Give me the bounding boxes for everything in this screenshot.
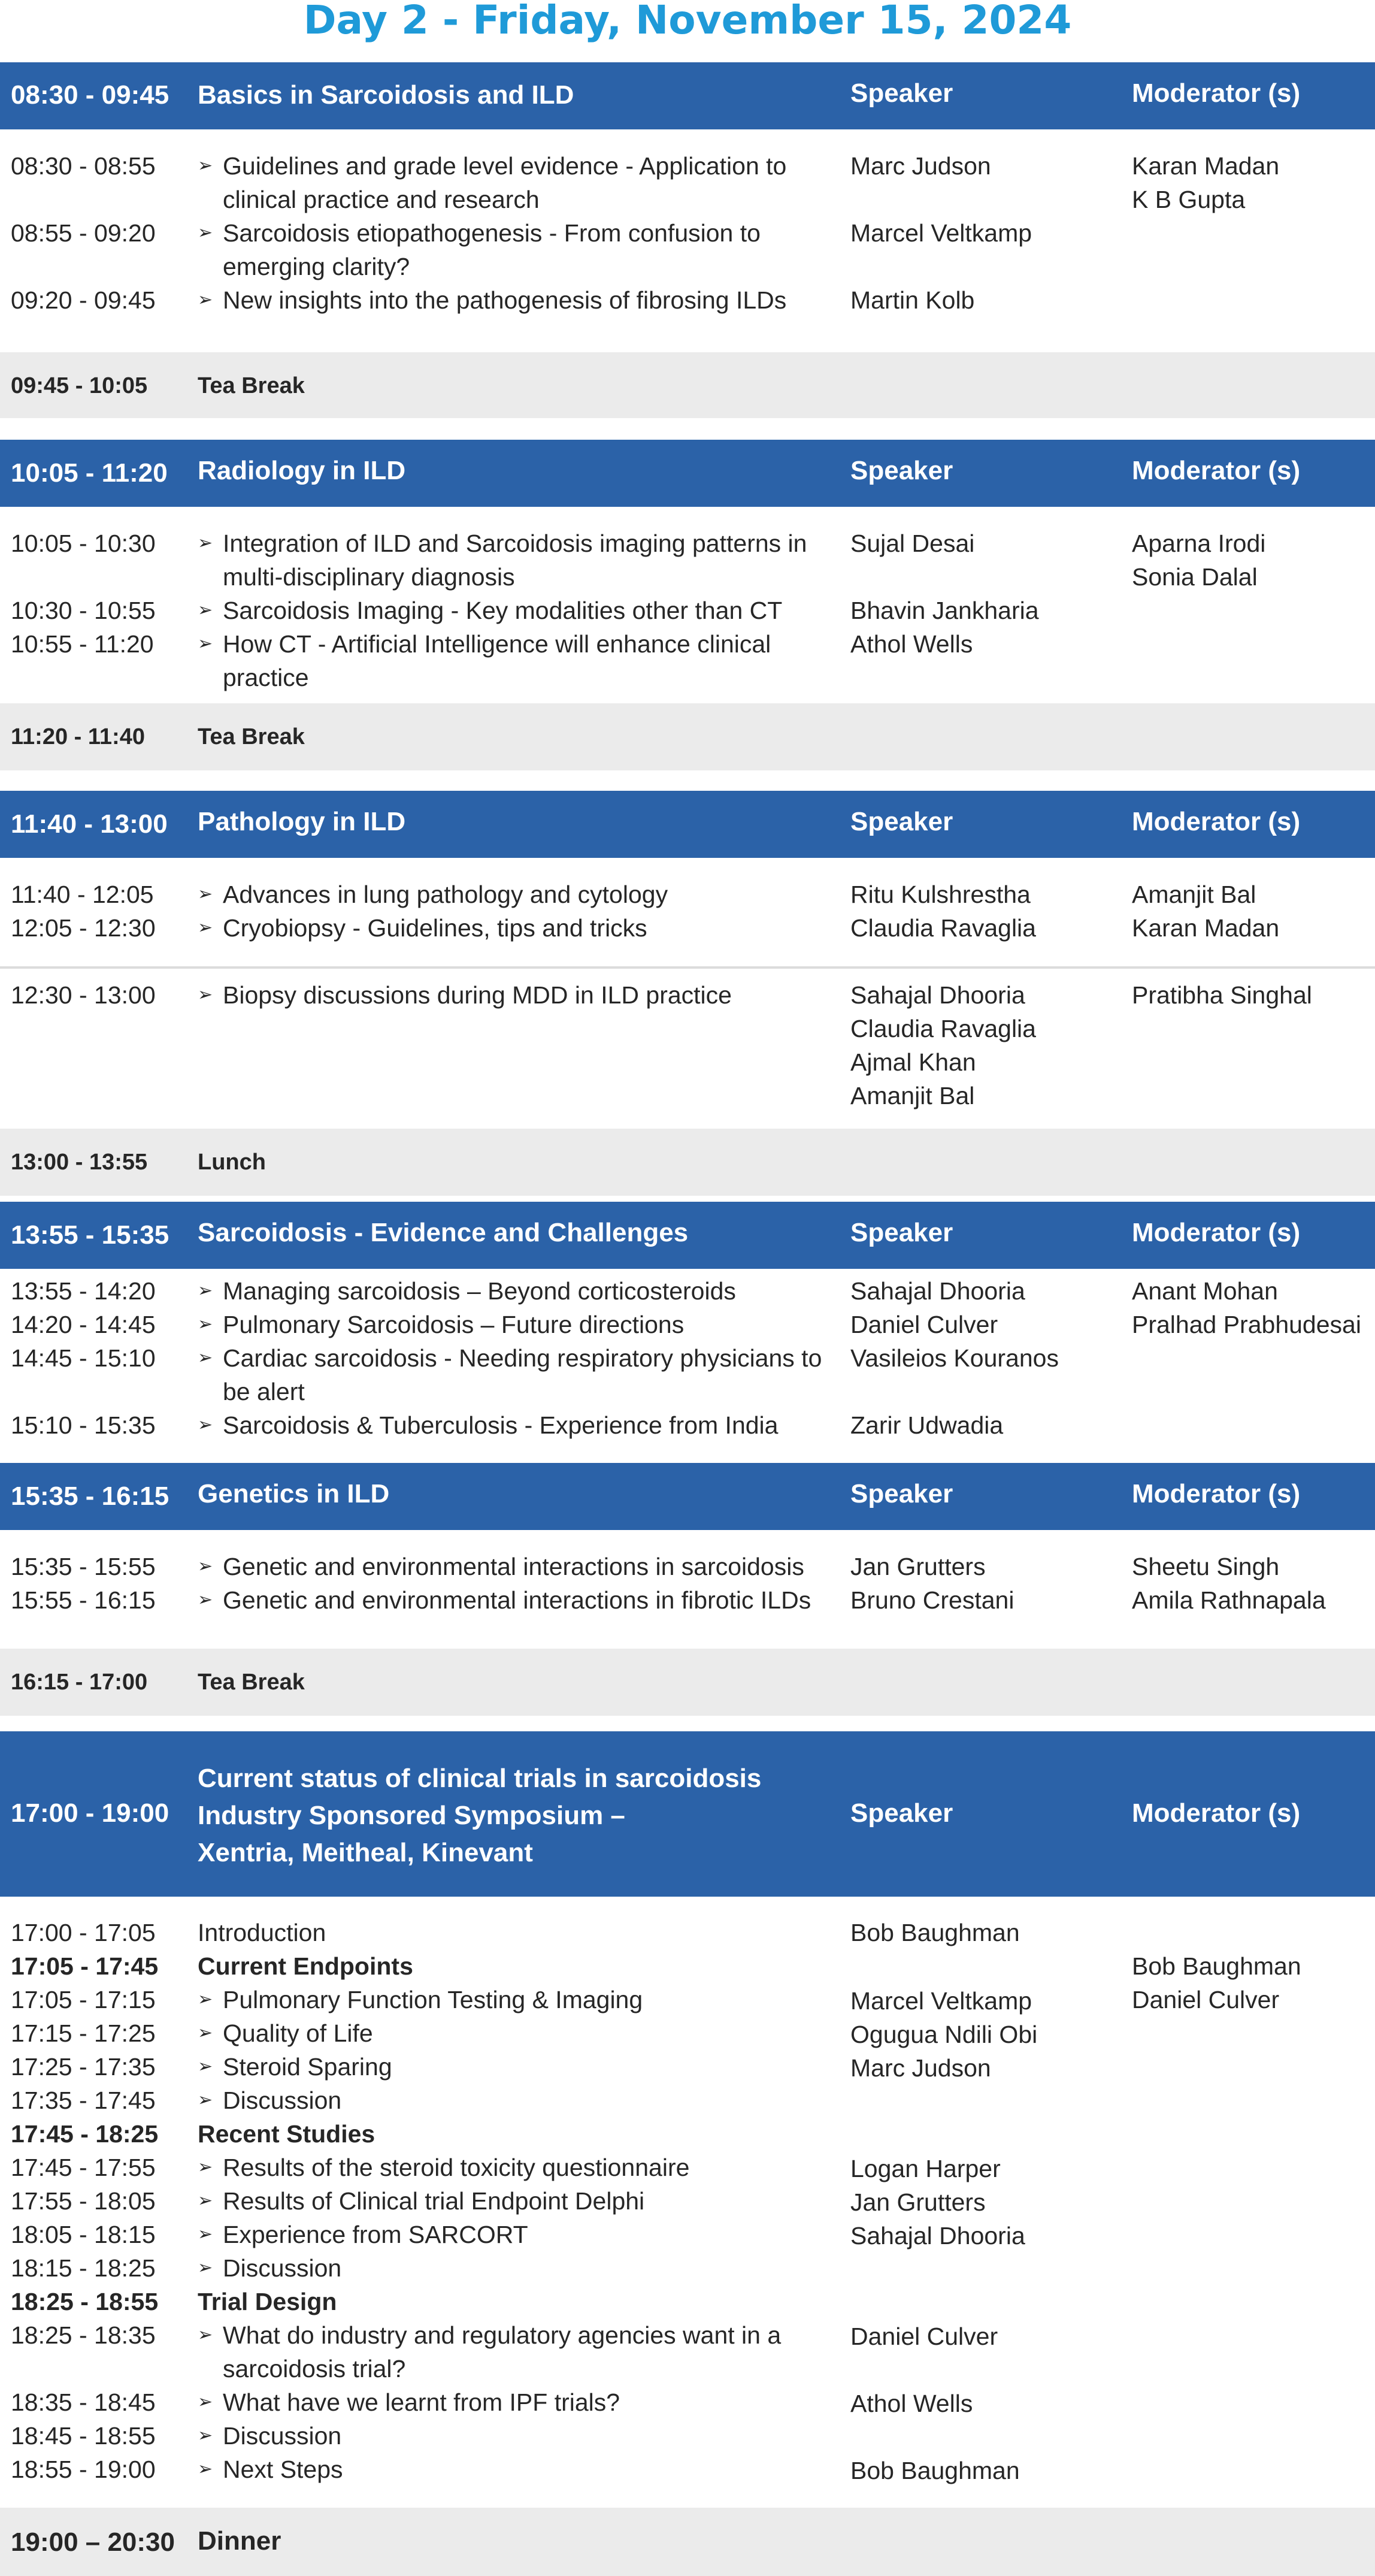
arrow-bullet-icon: ➢ (198, 1590, 213, 1610)
slot-topic: Discussion (223, 2254, 342, 2282)
session-title: Basics in Sarcoidosis and ILD (198, 80, 574, 110)
arrow-bullet-icon: ➢ (198, 2090, 213, 2110)
slot-speaker: Sahajal Dhooria (850, 1277, 1025, 1305)
arrow-bullet-icon: ➢ (198, 1281, 213, 1301)
slot-topic: Pulmonary Sarcoidosis – Future directions (223, 1311, 685, 1338)
slot-speaker: Sujal Desai (850, 530, 975, 557)
slot-topic: Sarcoidosis etiopathogenesis - From confusion to (223, 219, 761, 247)
arrow-bullet-icon: ➢ (198, 2392, 213, 2412)
subsection-title: Trial Design (198, 2288, 337, 2315)
moderator-name: Daniel Culver (1132, 1986, 1280, 2013)
speaker-column-header: Speaker (850, 1479, 953, 1508)
slot-speaker: Claudia Ravaglia (850, 914, 1036, 942)
slot-topic: Next Steps (223, 2456, 343, 2483)
arrow-bullet-icon: ➢ (198, 2157, 213, 2177)
break-time: 16:15 - 17:00 (11, 1670, 148, 1695)
speaker-column-header: Speaker (850, 78, 953, 108)
slot-time: 10:55 - 11:20 (11, 630, 154, 658)
page-title: Day 2 - Friday, November 15, 2024 (303, 0, 1072, 43)
session-header (0, 1463, 1375, 1530)
moderator-name: Karan Madan (1132, 914, 1280, 942)
arrow-bullet-icon: ➢ (198, 2224, 213, 2244)
slot-speaker: Jan Grutters (850, 1553, 986, 1580)
slot-time: 14:20 - 14:45 (11, 1311, 156, 1338)
break-row (0, 1129, 1375, 1196)
slot-speaker: Marc Judson (850, 152, 991, 180)
break-row (0, 703, 1375, 770)
slot-topic-cont: be alert (223, 1378, 305, 1405)
arrow-bullet-icon: ➢ (198, 2426, 213, 2445)
subsection-time: 18:25 - 18:55 (11, 2288, 159, 2315)
slot-time: 17:25 - 17:35 (11, 2053, 156, 2081)
slot-speaker: Sahajal Dhooria (850, 2222, 1025, 2250)
speaker-column-header: Speaker (850, 1798, 953, 1828)
slot-time: 18:15 - 18:25 (11, 2254, 156, 2282)
slot-topic: Integration of ILD and Sarcoidosis imaging patterns in (223, 530, 807, 557)
slot-topic: Pulmonary Function Testing & Imaging (223, 1986, 643, 2013)
moderator-name: Sheetu Singh (1132, 1553, 1280, 1580)
session-header (0, 1202, 1375, 1269)
session-time: 08:30 - 09:45 (11, 80, 169, 110)
arrow-bullet-icon: ➢ (198, 223, 213, 243)
break-time: 09:45 - 10:05 (11, 373, 148, 398)
arrow-bullet-icon: ➢ (198, 2057, 213, 2076)
arrow-bullet-icon: ➢ (198, 1314, 213, 1334)
moderator-column-header: Moderator (s) (1132, 1479, 1301, 1508)
slot-time: 15:55 - 16:15 (11, 1586, 156, 1614)
session-time: 17:00 - 19:00 (11, 1798, 169, 1828)
subsection-time: 17:45 - 18:25 (11, 2120, 159, 2148)
moderator-name: Karan Madan (1132, 152, 1280, 180)
session-time: 15:35 - 16:15 (11, 1481, 169, 1511)
slot-time: 10:30 - 10:55 (11, 597, 156, 624)
arrow-bullet-icon: ➢ (198, 1990, 213, 2009)
slot-speaker: Zarir Udwadia (850, 1411, 1004, 1439)
slot-topic: Sarcoidosis Imaging - Key modalities other than CT (223, 597, 783, 624)
session-body (0, 1269, 1375, 1463)
break-label: Dinner (198, 2526, 281, 2556)
moderator-column-header: Moderator (s) (1132, 78, 1301, 108)
slot-speaker: Athol Wells (850, 2390, 973, 2417)
arrow-bullet-icon: ➢ (198, 2325, 213, 2345)
session-header (0, 440, 1375, 507)
slot-topic: Managing sarcoidosis – Beyond corticosteroids (223, 1277, 736, 1305)
slot-time: 15:10 - 15:35 (11, 1411, 156, 1439)
slot-topic: Results of the steroid toxicity questionnaire (223, 2154, 690, 2181)
break-label: Lunch (198, 1150, 266, 1175)
slot-topic: Guidelines and grade level evidence - Application to (223, 152, 787, 180)
arrow-bullet-icon: ➢ (198, 884, 213, 904)
session-title: Sarcoidosis - Evidence and Challenges (198, 1218, 689, 1247)
slot-topic-cont: emerging clarity? (223, 253, 410, 280)
slot-speaker: Sahajal Dhooria (850, 981, 1025, 1009)
slot-time: 15:35 - 15:55 (11, 1553, 156, 1580)
slot-topic: How CT - Artificial Intelligence will enhance clinical (223, 630, 771, 658)
break-label: Tea Break (198, 373, 305, 398)
moderator-name: Bob Baughman (1132, 1952, 1301, 1980)
arrow-bullet-icon: ➢ (198, 2459, 213, 2479)
slot-time: 09:20 - 09:45 (11, 286, 156, 314)
moderator-name: Amanjit Bal (1132, 881, 1256, 908)
arrow-bullet-icon: ➢ (198, 533, 213, 553)
slot-time: 17:05 - 17:15 (11, 1986, 156, 2013)
slot-topic-cont: multi-disciplinary diagnosis (223, 563, 515, 591)
slot-speaker: Daniel Culver (850, 2323, 998, 2350)
slot-time: 08:55 - 09:20 (11, 219, 156, 247)
slot-topic: Biopsy discussions during MDD in ILD practice (223, 981, 732, 1009)
slot-topic: Genetic and environmental interactions in sarcoidosis (223, 1553, 804, 1580)
slot-speaker: Marcel Veltkamp (850, 219, 1032, 247)
slot-topic: What do industry and regulatory agencies want in a (223, 2321, 782, 2349)
slot-time: 13:55 - 14:20 (11, 1277, 156, 1305)
slot-speaker: Marcel Veltkamp (850, 1987, 1032, 2015)
break-label: Tea Break (198, 1670, 305, 1695)
slot-topic: What have we learnt from IPF trials? (223, 2388, 620, 2416)
break-row (0, 1649, 1375, 1716)
session-time: 10:05 - 11:20 (11, 458, 168, 488)
slot-speaker: Amanjit Bal (850, 1082, 975, 1109)
slot-time: 17:15 - 17:25 (11, 2019, 156, 2047)
slot-speaker: Athol Wells (850, 630, 973, 658)
slot-speaker: Ogugua Ndili Obi (850, 2021, 1038, 2048)
moderator-name: Anant Mohan (1132, 1277, 1278, 1305)
break-row (0, 352, 1375, 418)
slot-time: 17:45 - 17:55 (11, 2154, 156, 2181)
slot-topic-cont: clinical practice and research (223, 186, 540, 213)
slot-speaker: Claudia Ravaglia (850, 1015, 1036, 1042)
slot-speaker: Daniel Culver (850, 1311, 998, 1338)
slot-topic: New insights into the pathogenesis of fibrosing ILDs (223, 286, 787, 314)
slot-time: 14:45 - 15:10 (11, 1344, 156, 1372)
session-title: Radiology in ILD (198, 456, 406, 485)
moderator-name: Amila Rathnapala (1132, 1586, 1326, 1614)
arrow-bullet-icon: ➢ (198, 1556, 213, 1576)
arrow-bullet-icon: ➢ (198, 290, 213, 310)
session-title: Genetics in ILD (198, 1479, 390, 1508)
slot-time: 18:55 - 19:00 (11, 2456, 156, 2483)
arrow-bullet-icon: ➢ (198, 2258, 213, 2278)
arrow-bullet-icon: ➢ (198, 2191, 213, 2211)
slot-topic: Quality of Life (223, 2019, 373, 2047)
session-header (0, 62, 1375, 129)
moderator-column-header: Moderator (s) (1132, 1798, 1301, 1828)
moderator-name: K B Gupta (1132, 186, 1246, 213)
slot-time: 18:25 - 18:35 (11, 2321, 156, 2349)
slot-speaker: Logan Harper (850, 2155, 1001, 2182)
session-time: 13:55 - 15:35 (11, 1220, 169, 1250)
slot-topic: Advances in lung pathology and cytology (223, 881, 668, 908)
subsection-title: Recent Studies (198, 2120, 375, 2148)
session-body (0, 858, 1375, 1129)
slot-topic: Sarcoidosis & Tuberculosis - Experience from India (223, 1411, 779, 1439)
slot-time: 18:05 - 18:15 (11, 2221, 156, 2248)
arrow-bullet-icon: ➢ (198, 918, 213, 938)
break-row (0, 2508, 1375, 2576)
slot-speaker: Vasileios Kouranos (850, 1344, 1059, 1372)
moderator-name: Sonia Dalal (1132, 563, 1258, 591)
moderator-name: Pralhad Prabhudesai (1132, 1311, 1361, 1338)
slot-time: 11:40 - 12:05 (11, 881, 154, 908)
moderator-name: Aparna Irodi (1132, 530, 1266, 557)
slot-speaker: Ajmal Khan (850, 1048, 976, 1076)
arrow-bullet-icon: ➢ (198, 1348, 213, 1368)
slot-topic: Experience from SARCORT (223, 2221, 528, 2248)
slot-speaker: Bob Baughman (850, 1919, 1020, 1946)
slot-speaker: Jan Grutters (850, 2188, 986, 2216)
session-body (0, 1530, 1375, 1649)
slot-speaker: Bob Baughman (850, 2457, 1020, 2484)
slot-speaker: Martin Kolb (850, 286, 975, 314)
break-time: 11:20 - 11:40 (11, 724, 145, 749)
slot-time: 17:35 - 17:45 (11, 2087, 156, 2114)
break-time: 13:00 - 13:55 (11, 1150, 148, 1175)
session-body (0, 129, 1375, 352)
slot-time: 12:05 - 12:30 (11, 914, 156, 942)
slot-topic: Genetic and environmental interactions in fibrotic ILDs (223, 1586, 811, 1614)
break-label: Tea Break (198, 724, 305, 749)
break-time: 19:00 – 20:30 (11, 2527, 175, 2557)
slot-speaker: Marc Judson (850, 2054, 991, 2082)
subsection-time: 17:05 - 17:45 (11, 1952, 159, 1980)
arrow-bullet-icon: ➢ (198, 2023, 213, 2043)
speaker-column-header: Speaker (850, 456, 953, 485)
slot-topic: Discussion (223, 2422, 342, 2450)
slot-time: 17:55 - 18:05 (11, 2187, 156, 2215)
session-body (0, 507, 1375, 703)
slot-speaker: Ritu Kulshrestha (850, 881, 1031, 908)
arrow-bullet-icon: ➢ (198, 1415, 213, 1435)
speaker-column-header: Speaker (850, 1218, 953, 1247)
moderator-column-header: Moderator (s) (1132, 1218, 1301, 1247)
slot-time: 12:30 - 13:00 (11, 981, 156, 1009)
arrow-bullet-icon: ➢ (198, 600, 213, 620)
session-title-line3: Xentria, Meitheal, Kinevant (198, 1838, 533, 1867)
session-time: 11:40 - 13:00 (11, 809, 168, 839)
session-title-line2: Industry Sponsored Symposium – (198, 1801, 625, 1830)
slot-speaker: Bhavin Jankharia (850, 597, 1039, 624)
slot-speaker: Bruno Crestani (850, 1586, 1014, 1614)
subsection-title: Current Endpoints (198, 1952, 413, 1980)
session-body (0, 1897, 1375, 2508)
slot-topic: Cardiac sarcoidosis - Needing respiratory physicians to (223, 1344, 822, 1372)
slot-time: 10:05 - 10:30 (11, 530, 156, 557)
arrow-bullet-icon: ➢ (198, 634, 213, 654)
row-divider (0, 966, 1375, 969)
slot-time: 08:30 - 08:55 (11, 152, 156, 180)
slot-topic: Cryobiopsy - Guidelines, tips and tricks (223, 914, 647, 942)
session-title: Current status of clinical trials in sarcoidosis (198, 1764, 762, 1793)
speaker-column-header: Speaker (850, 807, 953, 836)
moderator-name: Pratibha Singhal (1132, 981, 1312, 1009)
slot-time: 18:45 - 18:55 (11, 2422, 156, 2450)
session-title: Pathology in ILD (198, 807, 406, 836)
arrow-bullet-icon: ➢ (198, 156, 213, 176)
slot-topic: Discussion (223, 2087, 342, 2114)
slot-time: 18:35 - 18:45 (11, 2388, 156, 2416)
slot-topic-cont: practice (223, 664, 309, 691)
moderator-column-header: Moderator (s) (1132, 807, 1301, 836)
moderator-column-header: Moderator (s) (1132, 456, 1301, 485)
slot-time: 17:00 - 17:05 (11, 1919, 156, 1946)
session-header (0, 791, 1375, 858)
arrow-bullet-icon: ➢ (198, 985, 213, 1005)
slot-topic: Results of Clinical trial Endpoint Delphi (223, 2187, 645, 2215)
slot-topic: Steroid Sparing (223, 2053, 392, 2081)
slot-topic-cont: sarcoidosis trial? (223, 2355, 406, 2383)
session-header (0, 1731, 1375, 1897)
slot-topic: Introduction (198, 1919, 326, 1946)
